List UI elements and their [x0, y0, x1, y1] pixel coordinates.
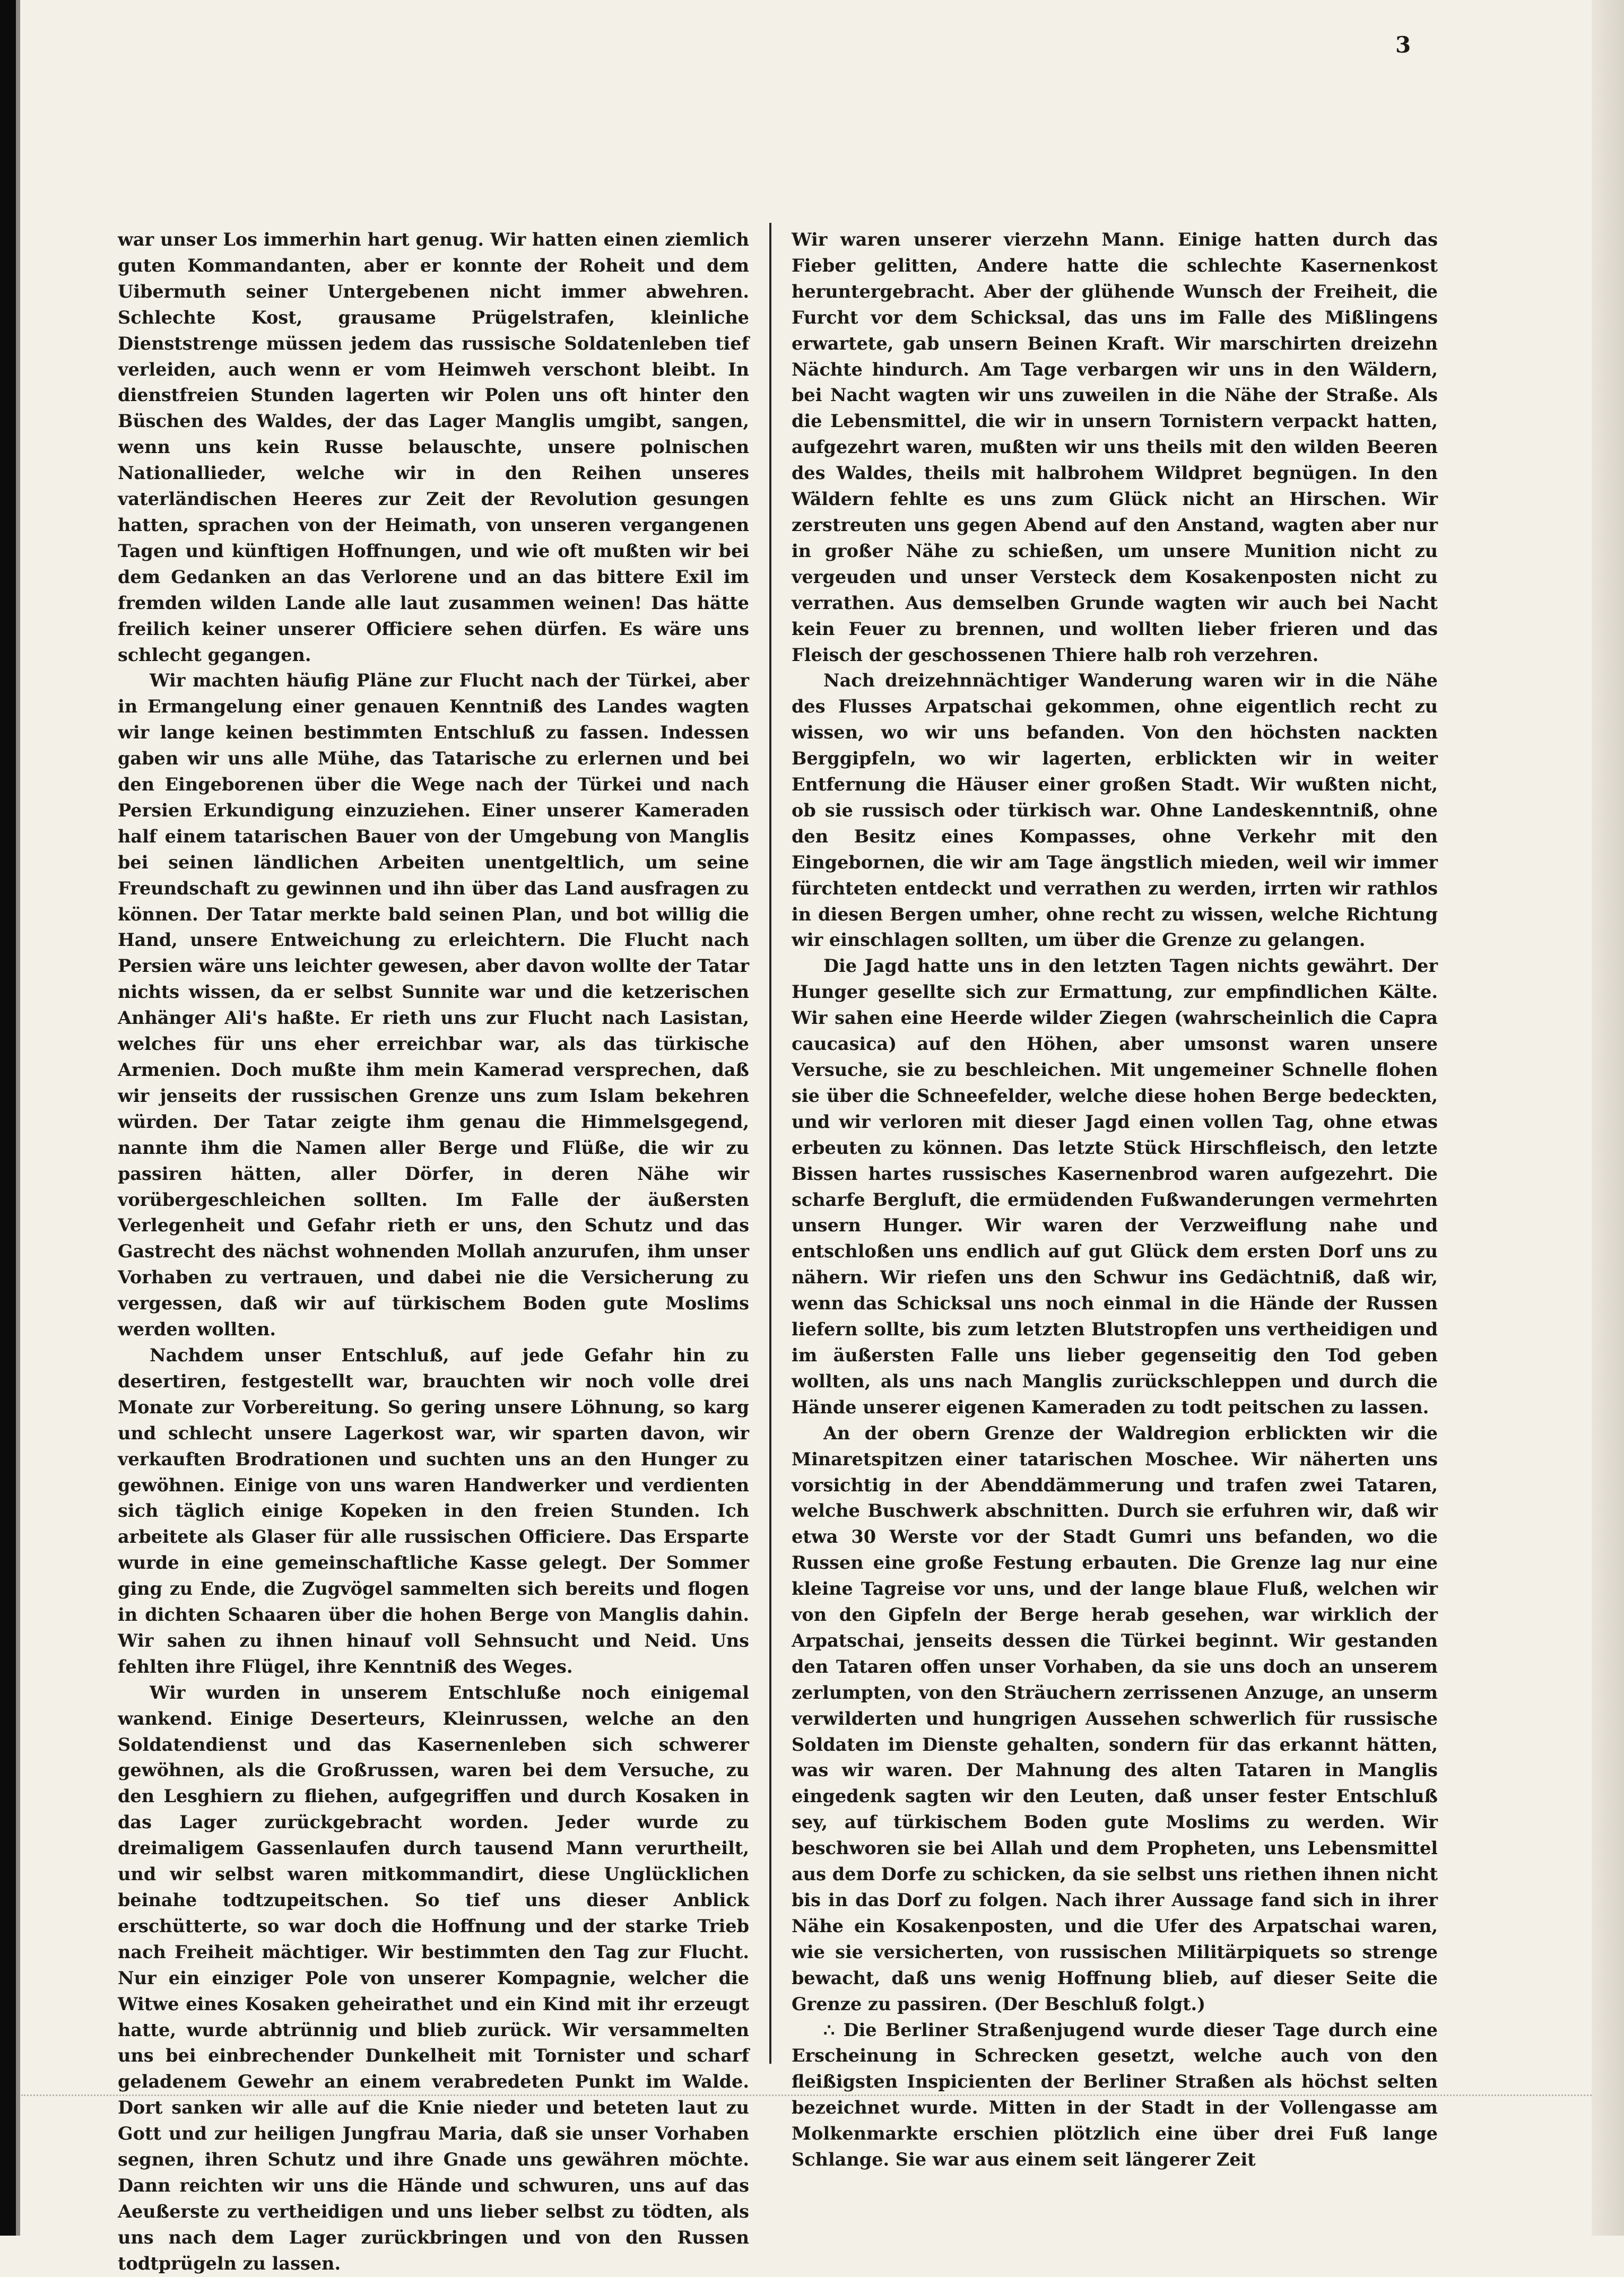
scan-border-right — [1592, 0, 1624, 2236]
right-column — [792, 227, 1438, 2173]
left-column — [118, 227, 749, 2277]
paragraph: Nachdem unser Entschluß, auf jede Gefahr hin zu desertiren, festgestellt war, brauchten wir noch volle drei Monate zur Vorbereitung. So gering unsere Löhnung, so karg und schlecht unsere Lagerkost war, wir sparten davon, wir verkauften Brodrationen und suchten uns an den Hunger zu gewöhnen. Einige von uns waren Handwerker und verdienten sich täglich einige Kopeken in den freien Stunden. Ich arbeitete als Glaser für alle russischen Officiere. Das Ersparte wurde in eine gemeinschaftliche Kasse gelegt. Der Sommer ging zu Ende, die Zugvögel sammelten sich bereits und flogen in dichten Schaaren über die hohen Berge von Manglis dahin. Wir sahen zu ihnen hinauf voll Sehnsucht und Neid. Uns fehlten ihre Flügel, ihre Kenntniß des Weges. — [118, 1344, 749, 1677]
news-marker: ∴ — [823, 2019, 835, 2040]
news-text: Die Berliner Straßenjugend wurde dieser Tage durch eine Erscheinung in Schrecken gesetzt, welche auch von den fleißigsten Inspicienten der Berliner Straßen als höchst selten bezeichnet wurde. Mitten in der Stadt in der Vollengasse am Molkenmarkte erschien plötzlich eine über drei Fuß lange Schlange. Sie war aus einem seit längerer Zeit — [792, 2019, 1438, 2170]
paragraph: Wir wurden in unserem Entschluße noch einigemal wankend. Einige Deserteurs, Kleinrussen, welche an den Soldatendienst und das Kasernenleben sich schwerer gewöhnen, als die Großrussen, waren bei dem Versuche, zu den Lesghiern zu fliehen, aufgegriffen und durch Kosaken in das Lager zurückgebracht worden. Jeder wurde zu dreimaligem Gassenlaufen durch tausend Mann verurtheilt, und wir selbst waren mitkommandirt, diese Unglücklichen beinahe todtzupeitschen. So tief uns dieser Anblick erschütterte, so war doch die Hoffnung und der starke Trieb nach Freiheit mächtiger. Wir bestimmten den Tag zur Flucht. Nur ein einziger Pole von unserer Kompagnie, welcher die Witwe eines Kosaken geheirathet und ein Kind mit ihr erzeugt hatte, wurde abtrünnig und blieb zurück. Wir versammelten uns bei einbrechender Dunkelheit mit Tornister und scharf geladenem Gewehr an einem verabredeten Punkt im Walde. Dort sanken wir alle auf die Knie nieder und beteten laut zu Gott und zur heiligen Jungfrau Maria, daß sie unser Vorhaben segnen, ihren Schutz und ihre Gnade uns gewähren möchte. Dann reichten wir uns die Hände und schwuren, uns auf das Aeußerste zu vertheidigen und uns lieber selbst zu tödten, als uns nach dem Lager zurückbringen und von den Russen todtprügeln zu lassen. — [118, 1682, 749, 2274]
column-divider — [769, 223, 771, 2064]
paragraph: Wir machten häufig Pläne zur Flucht nach der Türkei, aber in Ermangelung einer genauen Kenntniß des Landes wagten wir lange keinen bestimmten Entschluß zu fassen. Indessen gaben wir uns alle Mühe, das Tatarische zu erlernen und bei den Eingeborenen über die Wege nach der Türkei und nach Persien Erkundigung einzuziehen. Einer unserer Kameraden half einem tatarischen Bauer von der Umgebung von Manglis bei seinen ländlichen Arbeiten unentgeltlich, um seine Freundschaft zu gewinnen und ihn über das Land ausfragen zu können. Der Tatar merkte bald seinen Plan, und bot willig die Hand, unsere Entweichung zu erleichtern. Die Flucht nach Persien wäre uns leichter gewesen, aber davon wollte der Tatar nichts wissen, da er selbst Sunnite war und die ketzerischen Anhänger Ali's haßte. Er rieth uns zur Flucht nach Lasistan, welches für uns eher erreichbar war, als das türkische Armenien. Doch mußte ihm mein Kamerad versprechen, daß wir jenseits der russischen Grenze uns zum Islam bekehren würden. Der Tatar zeigte ihm genau die Himmelsgegend, nannte ihm die Namen aller Berge und Flüße, die wir zu passiren hätten, aller Dörfer, in deren Nähe wir vorübergeschleichen sollten. Im Falle der äußersten Verlegenheit und Gefahr rieth er uns, den Schutz und das Gastrecht des nächst wohnenden Mollah anzurufen, ihm unser Vorhaben zu vertrauen, und dabei nie die Versicherung zu vergessen, daß wir auf türkischem Boden gute Moslims werden wollten. — [118, 670, 749, 1340]
scan-gutter-left — [16, 0, 20, 2236]
paragraph: war unser Los immerhin hart genug. Wir hatten einen ziemlich guten Kommandanten, aber er konnte der Roheit und dem Uibermuth seiner Untergebenen nicht immer abwehren. Schlechte Kost, grausame Prügelstrafen, kleinliche Dienststrenge müssen jedem das russische Soldatenleben tief verleiden, auch wenn er vom Heimweh verschont bleibt. In dienstfreien Stunden lagerten wir Polen uns oft hinter den Büschen des Waldes, der das Lager Manglis umgibt, sangen, wenn uns kein Russe belauschte, unsere polnischen Nationallieder, welche wir in den Reihen unseres vaterländischen Heeres zur Zeit der Revolution gesungen hatten, sprachen von der Heimath, von unseren vergangenen Tagen und künftigen Hoffnungen, und wie oft mußten wir bei dem Gedanken an das Verlorene und an das bittere Exil im fremden wilden Lande alle laut zusammen weinen! Das hätte freilich keiner unserer Officiere sehen dürfen. Es wäre uns schlecht gegangen. — [118, 229, 749, 665]
paragraph: An der obern Grenze der Waldregion erblickten wir die Minaretspitzen einer tatarischen Moschee. Wir näherten uns vorsichtig in der Abenddämmerung und trafen zwei Tataren, welche Buschwerk abschnitten. Durch sie erfuhren wir, daß wir etwa 30 Werste vor der Stadt Gumri uns befanden, wo die Russen eine große Festung erbauten. Die Grenze lag nur eine kleine Tagreise vor uns, und der lange blaue Fluß, welchen wir von den Gipfeln der Berge herab gesehen, war wirklich der Arpatschai, jenseits dessen die Türkei beginnt. Wir gestanden den Tataren offen unser Vorhaben, da sie uns doch an unserem zerlumpten, von den Sträuchern zerrissenen Anzuge, an unserm verwilderten und hungrigen Aussehen schwerlich für russische Soldaten im Dienste gehalten, sondern für das erkannt hätten, was wir waren. Der Mahnung des alten Tataren in Manglis eingedenk sagten wir den Leuten, daß unser fester Entschluß sey, auf türkischem Boden gute Moslims zu werden. Wir beschworen sie bei Allah und dem Propheten, uns Lebensmittel aus dem Dorfe zu schicken, da sie selbst uns riethen ihnen nicht bis in das Dorf zu folgen. Nach ihrer Aussage fand sich in ihrer Nähe ein Kosakenposten, und die Ufer des Arpatschai waren, wie sie versicherten, von russischen Militärpiquets so strenge bewacht, daß uns wenig Hoffnung blieb, auf dieser Seite die Grenze zu passiren. (Der Beschluß folgt.) — [792, 1422, 1438, 2014]
scan-noise-strip — [21, 2095, 1592, 2102]
scan-border-left — [0, 0, 16, 2236]
page-number: 3 — [1395, 32, 1411, 58]
paragraph: Nach dreizehnnächtiger Wanderung waren wir in die Nähe des Flusses Arpatschai gekommen, ohne eigentlich recht zu wissen, wo wir uns befanden. Von den höchsten nackten Berggipfeln, wo wir lagerten, erblickten wir in weiter Entfernung die Häuser einer großen Stadt. Wir wußten nicht, ob sie russisch oder türkisch war. Ohne Landeskenntniß, ohne den Besitz eines Kompasses, ohne Verkehr mit den Eingebornen, die wir am Tage ängstlich mieden, weil wir immer fürchteten entdeckt und verrathen zu werden, irrten wir rathlos in diesen Bergen umher, ohne recht zu wissen, welche Richtung wir einschlagen sollten, um über die Grenze zu gelangen. — [792, 670, 1438, 951]
paragraph: Die Jagd hatte uns in den letzten Tagen nichts gewährt. Der Hunger gesellte sich zur Ermattung, zur empfindlichen Kälte. Wir sahen eine Heerde wilder Ziegen (wahrscheinlich die Capra caucasica) auf den Höhen, aber umsonst waren unsere Versuche, sie zu beschleichen. Mit ungemeiner Schnelle flohen sie über die Schneefelder, welche diese hohen Berge bedeckten, und wir verloren mit dieser Jagd einen vollen Tag, ohne etwas erbeuten zu können. Das letzte Stück Hirschfleisch, den letzte Bissen hartes russisches Kasernenbrod waren aufgezehrt. Die scharfe Bergluft, die ermüdenden Fußwanderungen vermehrten unsern Hunger. Wir waren der Verzweiflung nahe und entschloßen uns endlich auf gut Glück dem ersten Dorf uns zu nähern. Wir riefen uns den Schwur ins Gedächtniß, daß wir, wenn das Schicksal uns noch einmal in die Hände der Russen liefern sollte, bis zum letzten Blutstropfen uns vertheidigen und im äußersten Falle uns lieber gegenseitig den Tod geben wollten, als uns nach Manglis zurückschleppen und durch die Hände unserer eigenen Kameraden zu todt peitschen zu lassen. — [792, 955, 1438, 1418]
paragraph: Wir waren unserer vierzehn Mann. Einige hatten durch das Fieber gelitten, Andere hatte die schlechte Kasernenkost heruntergebracht. Aber der glühende Wunsch der Freiheit, die Furcht vor dem Schicksal, das uns im Falle des Mißlingens erwartete, gab unsern Beinen Kraft. Wir marschirten dreizehn Nächte hindurch. Am Tage verbargen wir uns in den Wäldern, bei Nacht wagten wir uns zuweilen in die Nähe der Straße. Als die Lebensmittel, die wir in unsern Tornistern verpackt hatten, aufgezehrt waren, mußten wir uns theils mit den wilden Beeren des Waldes, theils mit halbrohem Wildpret begnügen. In den Wäldern fehlte es uns zum Glück nicht an Hirschen. Wir zerstreuten uns gegen Abend auf den Anstand, wagten aber nur in großer Nähe zu schießen, um unsere Munition nicht zu vergeuden und unser Versteck dem Kosakenposten nicht zu verrathen. Aus demselben Grunde wagten wir auch bei Nacht kein Feuer zu brennen, und wollten lieber frieren und das Fleisch der geschossenen Thiere halb roh verzehren. — [792, 229, 1438, 665]
